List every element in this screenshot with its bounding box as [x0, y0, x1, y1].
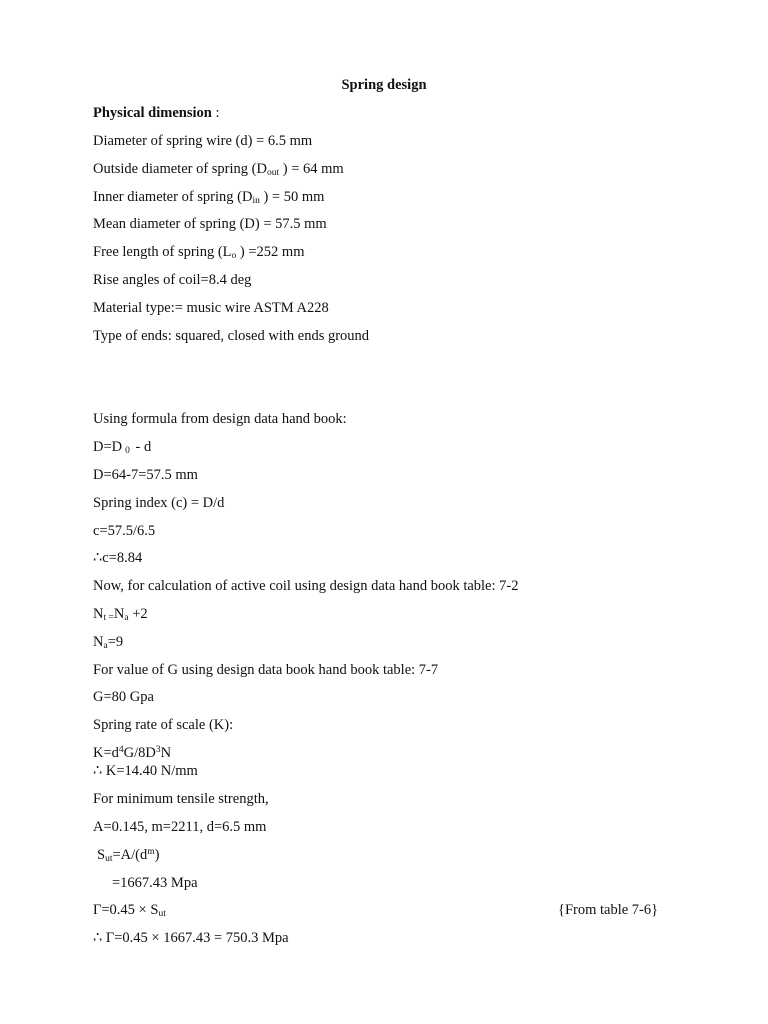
- inner-diameter-line: [93, 190, 324, 207]
- active-coil-note-line: Now, for calculation of active coil using design data hand book table: 7-2: [93, 578, 519, 594]
- subscript: ut: [158, 909, 166, 919]
- mean-value-line: D=64-7=57.5 mm: [93, 467, 198, 483]
- subscript: o: [231, 251, 237, 261]
- superscript: 4: [118, 745, 124, 755]
- superscript: 3: [155, 745, 161, 755]
- free-length-line: [93, 245, 304, 262]
- wire-diameter-line: Diameter of spring wire (d) = 6.5 mm: [93, 133, 313, 149]
- ends-line: Type of ends: squared, closed with ends ground: [93, 328, 370, 344]
- text-part: K=d: [93, 745, 119, 761]
- spring-rate-formula-line: [93, 746, 171, 761]
- text-part: Outside diameter of spring (D: [93, 161, 267, 177]
- text-part: G/8D: [123, 745, 156, 761]
- heading-text: Physical dimension: [93, 105, 212, 121]
- text-part: N: [93, 606, 104, 622]
- table-reference: {From table 7-6}: [558, 902, 659, 918]
- superscript: m: [147, 847, 155, 857]
- text-part: D=D: [93, 439, 123, 455]
- subscript: in: [252, 196, 260, 206]
- formula-intro-line: Using formula from design data hand book:: [93, 411, 347, 427]
- text-part: N: [160, 745, 172, 761]
- tensile-heading-line: For minimum tensile strength,: [93, 791, 269, 807]
- spring-rate-heading-line: Spring rate of scale (K):: [93, 717, 234, 733]
- spring-rate-result-line: ∴ K=14.40 N/mm: [93, 763, 198, 779]
- g-note-line: For value of G using design data book hand book table: 7-7: [93, 662, 439, 678]
- physical-dimension-heading: [93, 106, 220, 121]
- coil-value-line: [93, 635, 123, 652]
- text-part: ) =252 mm: [236, 244, 305, 260]
- subscript: 0: [125, 446, 130, 456]
- text-part: - d: [131, 439, 152, 455]
- shear-result-line: ∴ Γ=0.45 × 1667.43 = 750.3 Mpa: [93, 930, 289, 946]
- text-part: ) = 64 mm: [279, 161, 344, 177]
- sut-value-line: =1667.43 Mpa: [112, 875, 198, 891]
- subscript: t =: [103, 613, 114, 623]
- text-part: =9: [107, 634, 124, 650]
- text-part: Γ=0.45 × S: [93, 902, 159, 918]
- text-part: Inner diameter of spring (D: [93, 189, 253, 205]
- rise-angle-line: Rise angles of coil=8.4 deg: [93, 272, 252, 288]
- g-value-line: G=80 Gpa: [93, 689, 154, 705]
- text-part: =A/(d: [112, 847, 148, 863]
- page-title: Spring design: [341, 77, 427, 93]
- outside-diameter-line: [93, 162, 344, 179]
- spring-index-formula-line: Spring index (c) = D/d: [93, 495, 225, 511]
- text-part: ) = 50 mm: [259, 189, 325, 205]
- subscript: a: [103, 641, 108, 651]
- text-part: Free length of spring (L: [93, 244, 232, 260]
- text-part: S: [97, 847, 106, 863]
- heading-colon: :: [211, 105, 220, 121]
- sut-formula-line: [97, 848, 159, 865]
- text-part: N: [93, 634, 104, 650]
- subscript: out: [266, 168, 280, 178]
- text-part: ): [154, 847, 160, 863]
- subscript: a: [124, 613, 129, 623]
- material-line: Material type:= music wire ASTM A228: [93, 300, 329, 316]
- coil-formula-line: [93, 607, 148, 624]
- shear-formula-line: [93, 903, 166, 920]
- text-part: N: [113, 606, 125, 622]
- mean-diameter-line: Mean diameter of spring (D) = 57.5 mm: [93, 216, 327, 232]
- subscript: ut: [105, 854, 113, 864]
- spring-index-result-line: ∴c=8.84: [93, 550, 143, 566]
- text-part: +2: [128, 606, 148, 622]
- spring-index-calc-line: c=57.5/6.5: [93, 523, 156, 539]
- mean-formula-line: [93, 440, 151, 457]
- tensile-constants-line: A=0.145, m=2211, d=6.5 mm: [93, 819, 267, 835]
